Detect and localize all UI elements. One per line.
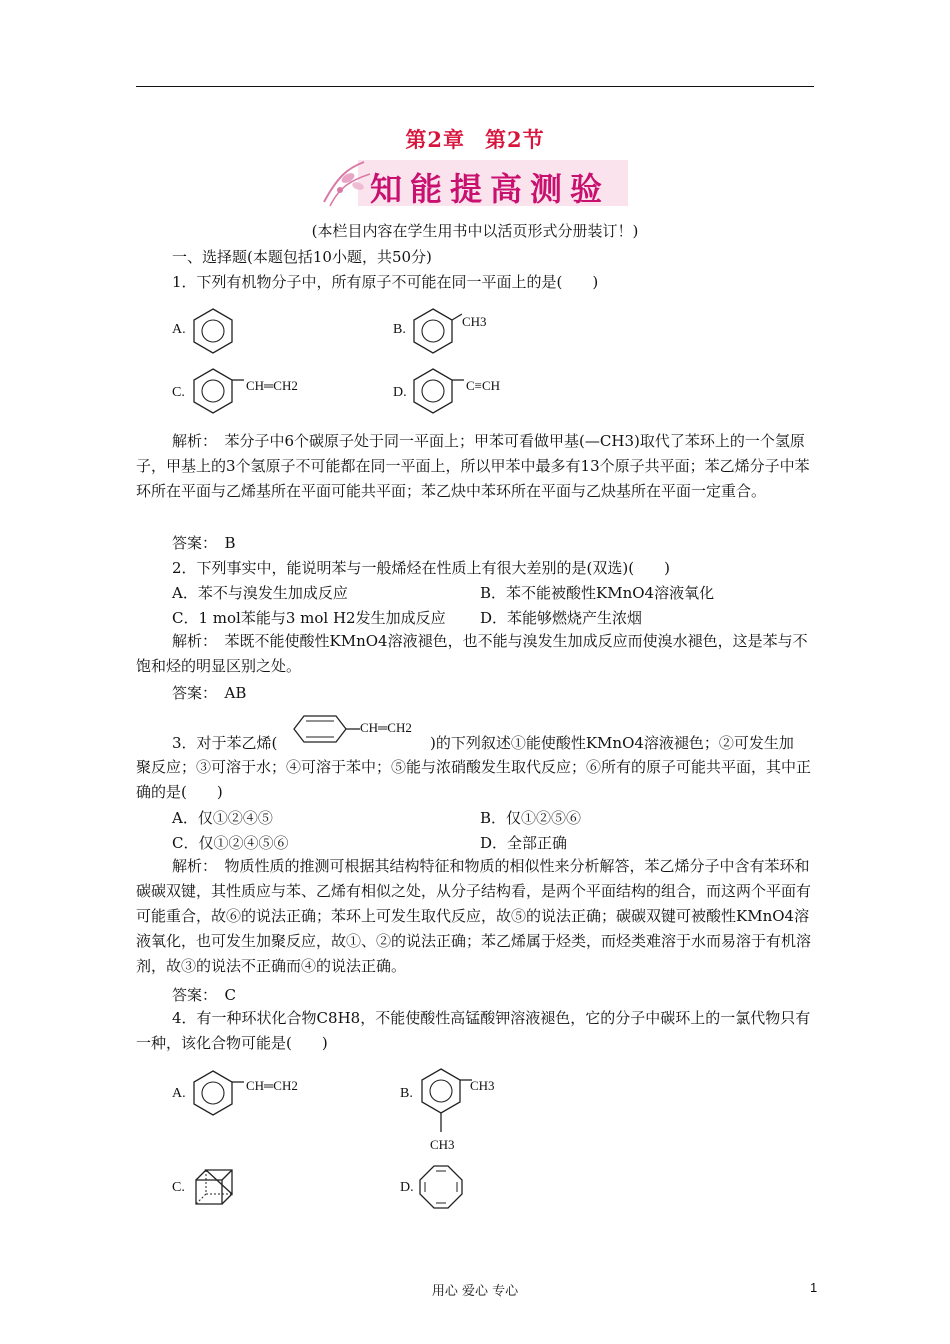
q2-option-b: B．苯不能被酸性KMnO4溶液氧化 [480,584,715,602]
q1-option-c-group: CH═CH2 [246,378,298,393]
cubane-icon [192,1166,238,1208]
styrene-structure-icon [290,712,360,748]
question-3-stem-rest: 聚反应；③可溶于水；④可溶于苯中；⑤能与浓硝酸发生取代反应；⑥所有的原子可能共平面，其中正确的是( ) [136,758,812,801]
q2-option-d: D．苯能够燃烧产生浓烟 [480,609,643,627]
q4-option-b-group-right: CH3 [470,1078,495,1093]
q1-option-b-group: CH3 [462,314,487,329]
question-1-stem: 1．下列有机物分子中，所有原子不可能在同一平面上的是( ) [172,273,599,291]
q3-option-b: B．仅①②⑤⑥ [480,809,582,827]
question-1-answer: 答案： B [172,534,236,552]
chapter-number: 第2章 [405,127,465,152]
styrene-ring-icon [190,366,244,416]
footer-slogan: 用心 爱心 专心 [431,1284,519,1299]
q3-styrene-group: CH═CH2 [360,720,412,735]
q1-option-d-label: D. [393,385,407,400]
question-3-stem-continue: )的下列叙述①能使酸性KMnO4溶液褪色；②可发生加 [430,734,794,752]
question-2-stem: 2．下列事实中，能说明苯与一般烯烃在性质上有很大差别的是(双选)( ) [172,559,670,577]
q1-option-c-label: C. [172,385,185,400]
question-1-analysis: 解析： 苯分子中6个碳原子处于同一平面上；甲苯可看做甲基(—CH3)取代了苯环上的一个氢原子，甲基上的3个氢原子不可能都在同一平面上，所以甲苯中最多有13个原子共平面；苯乙烯分子中苯环所在平面与乙烯基所在平面可能共平面；苯乙炔中苯环所在平面与乙炔基所在平面一定重合。 [136,432,810,500]
section-banner [318,156,634,210]
q3-option-a: A．仅①②④⑤ [172,809,273,827]
cyclooctatetraene-icon [418,1164,464,1210]
q1-option-a-label: A. [172,322,186,337]
section-number: 第2节 [485,127,545,152]
q4-option-d-label: D. [400,1180,414,1195]
q1-option-b-label: B. [393,322,406,337]
q4-option-a-group: CH═CH2 [246,1078,298,1093]
banner-title: 知能提高测验 [370,170,611,208]
question-3-answer: 答案： C [172,986,236,1004]
question-4-stem: 4．有一种环状化合物C8H8，不能使酸性高锰酸钾溶液褪色，它的分子中碳环上的一氯代物只有一种，该化合物可能是( ) [136,1009,811,1052]
binding-note: (本栏目内容在学生用书中以活页形式分册装订！) [311,222,639,240]
q2-option-c: C．1 mol苯能与3 mol H2发生加成反应 [172,609,446,627]
question-2-analysis: 解析： 苯既不能使酸性KMnO4溶液褪色，也不能与溴发生加成反应而使溴水褪色，这是苯与不饱和烃的明显区别之处。 [136,632,808,675]
q4-option-a-label: A. [172,1086,186,1101]
question-3-stem-start: 3．对于苯乙烯( [172,734,278,752]
page-number: 1 [810,1280,818,1295]
question-2-answer: 答案： AB [172,684,247,702]
xylene-ring-icon [418,1066,474,1144]
q4-option-b-group-bottom: CH3 [430,1137,455,1152]
q3-option-d: D．全部正确 [480,834,568,852]
q4-option-b-label: B. [400,1086,413,1101]
question-3-analysis: 解析： 物质性质的推测可根据其结构特征和物质的相似性来分析解答，苯乙烯分子中含有苯环和碳碳双键，其性质应与苯、乙烯有相似之处，从分子结构看，是两个平面结构的组合，而这两个平面有可能重合，故⑥的说法正确；苯环上可发生取代反应，故⑤的说法正确；碳碳双键可被酸性KMnO4溶液氧化，也可发生加聚反应，故①、②的说法正确；苯乙烯属于烃类，而烃类难溶于水而易溶于有机溶剂，故③的说法不正确而④的说法正确。 [136,857,812,975]
q2-option-a: A．苯不与溴发生加成反应 [172,584,348,602]
part-heading: 一、选择题(本题包括10小题，共50分) [172,248,432,266]
benzene-icon [190,306,236,356]
q3-option-c: C．仅①②④⑤⑥ [172,834,289,852]
q4-option-c-label: C. [172,1180,185,1195]
q1-option-d-group: C≡CH [466,378,501,393]
phenylacetylene-ring-icon [410,366,464,416]
chapter-heading [0,124,950,154]
top-rule [136,86,814,87]
styrene-ring-icon-q4 [190,1068,244,1118]
toluene-ring-icon [410,306,462,356]
